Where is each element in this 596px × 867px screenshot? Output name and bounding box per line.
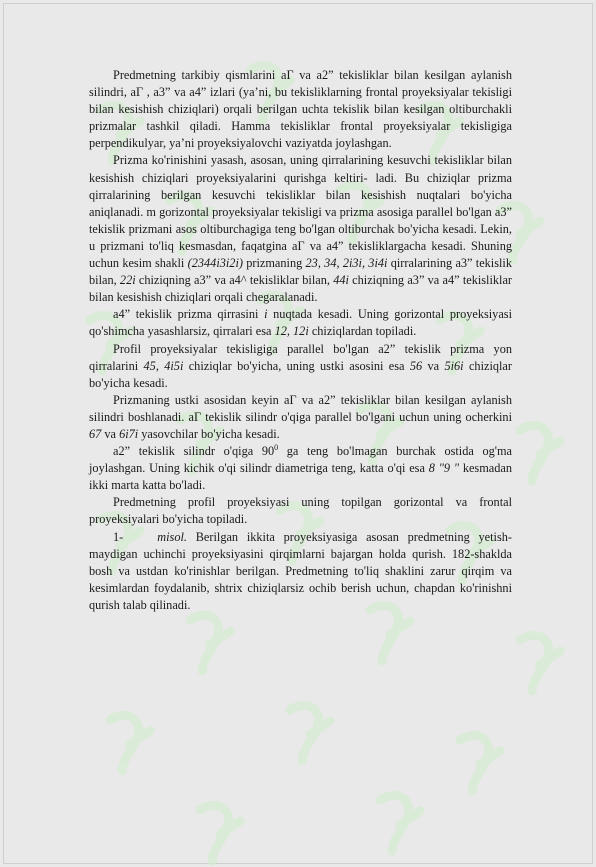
text-run: kesmadan ikki marta katta bo'ladi. — [89, 461, 512, 493]
text-run: Prizmaning ustki asosidan keyin aГ va a2” tekisliklar bilan kesilgan aylanish silindri boshlanadi. aГ tekislik silindr o'qiga parallel bo'lgani uchun uning ocherkini — [89, 392, 512, 424]
document-body — [89, 67, 512, 614]
italic-term: i — [264, 307, 268, 322]
italic-term: 56 — [409, 358, 423, 373]
italic-term: 22i — [119, 273, 136, 288]
text-run: Prizma ko'rinishini yasash, asosan, uning qirralarining kesuvchi tekisliklar bilan kesishish chiziqlari proyeksiyalarini qurishga keltiri- ladi. Bu chiziqlar prizma qirralarining berilgan kesuvchi tekisliklar bilan kesishish nuqtalari bo'yicha aniqlanadi. m gorizontal proyeksiyalar tekisligi va prizma asosiga parallel bo'lgan a3” tekislik prizmani asos oltiburchagiga teng bo'lgan oltiburchak bo'yicha kesadi. Lekin, u prizmani to'liq kesmasdan, faqatgina aГ va a4” tekisliklargacha kesadi. Shuning uchun kesim shakli — [89, 153, 512, 271]
example-label: 1- — [113, 529, 124, 544]
italic-term: 44i — [333, 273, 349, 288]
italic-term: 12, 12i — [274, 324, 309, 339]
paragraph-p6 — [89, 443, 512, 494]
text-run: va — [422, 358, 445, 373]
italic-term: 45, 4i5i — [143, 358, 184, 373]
text-run: Berilgan ikkita proyeksiyasiga asosan predmetning yetish- maydigan uchinchi proyeksiyasini qirqimlarni bajargan holda qurish. 182-shaklda bosh va ustdan ko'rinishlar berilgan. Predmetning to'liq shaklini zarur qirqim va kesimlardan foydalanib, shtrix chiziqlarsiz ochib berish uchun, chapdan ko'rinishni qurish talab qilinadi. — [89, 529, 512, 612]
paragraph-p1 — [89, 67, 512, 152]
italic-term: 6i7i — [119, 426, 139, 441]
italic-term: 5i6i — [444, 358, 464, 373]
text-run: chiziqning a3” va a4^ tekisliklar bilan, — [135, 273, 334, 288]
text-run: a2” tekislik silindr o'qiga 90 — [113, 444, 275, 459]
text-run: yasovchilar bo'yicha kesadi. — [138, 426, 280, 441]
italic-term: (2344i3i2i) — [187, 256, 243, 271]
italic-term: 23, 34, 2i3i, 3i4i — [305, 256, 388, 271]
italic-term: 67 — [89, 426, 102, 441]
text-run: Predmetning tarkibiy qismlarini aГ va a2” tekisliklar bilan kesilgan aylanish silindri, aГ , a3” va a4” izlari (ya’ni, bu tekisliklarning frontal proyeksiyalar tekisligi bilan kesishish chiziqlari) orqali berilgan uchta tekislik bilan kesilgan oltiburchakli prizmalar tashkil qiladi. Hamma tekisliklar frontal proyeksiyalar tekisligiga perpendikulyar, ya’ni proyeksiyalovchi vaziyatda joylashgan. — [89, 68, 512, 151]
example-word: misol. — [157, 529, 187, 544]
text-run: Predmetning profil proyeksiyasi uning topilgan gorizontal va frontal proyeksiyalari bo'yicha topiladi. — [89, 495, 512, 527]
text-run: prizmaning — [242, 256, 306, 271]
text-run: qirralarining a3” tekislik bilan, — [89, 256, 512, 288]
paragraph-p5 — [89, 392, 512, 443]
paragraph-p2 — [89, 152, 512, 306]
italic-term: 8 "9 " — [428, 461, 459, 476]
text-run: va — [101, 426, 120, 441]
text-run: chiziqlardan topiladi. — [308, 324, 417, 339]
paragraph-p3 — [89, 306, 512, 340]
text-run: ga teng bo'lmagan burchak ostida og'ma joylashgan. Uning kichik o'qi silindr diametriga teng, katta o'qi esa — [89, 444, 512, 476]
text-run: chiziqlar bo'yicha kesadi. — [89, 358, 512, 390]
text-run: nuqtada kesadi. Uning gorizontal proyeksiyasi qo'shimcha yasashlarsiz, qirralari esa — [89, 307, 512, 339]
text-run: a4” tekislik prizma qirrasini — [113, 307, 265, 322]
paragraph-p7 — [89, 494, 512, 528]
text-run: Profil proyeksiyalar tekisligiga parallel bo'lgan a2” tekislik prizma yon qirralarini — [89, 341, 512, 373]
paragraph-p8 — [89, 529, 512, 614]
paragraph-p4 — [89, 341, 512, 392]
text-run: 0 — [274, 442, 279, 452]
text-run: chiziqning a3” va a4” tekisliklar bilan kesishish chiziqlari orqali chegaralanadi. — [89, 273, 512, 305]
text-run: chiziqlar bo'yicha, uning ustki asosini esa — [183, 358, 410, 373]
